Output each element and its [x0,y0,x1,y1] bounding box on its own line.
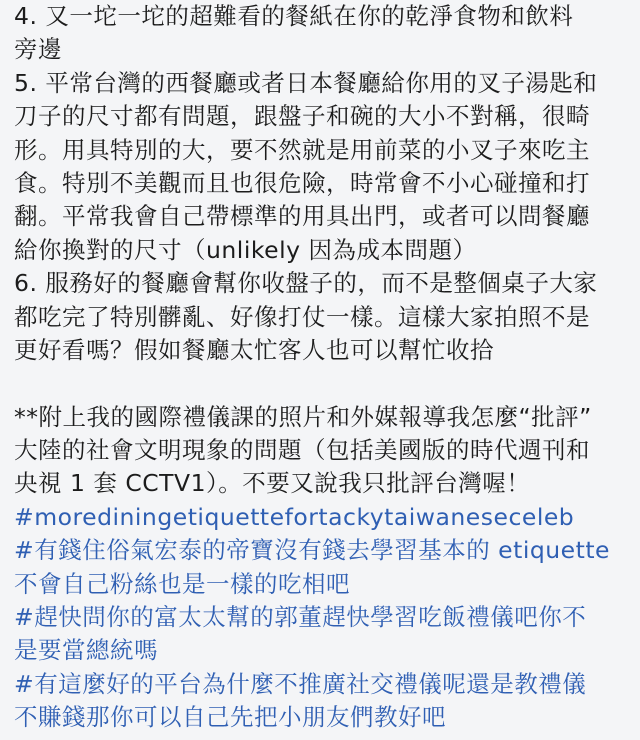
post-text-line: 央視 1 套 CCTV1）。不要又說我只批評台灣喔！ [14,469,531,498]
post-text-line: 大陸的社會文明現象的問題（包括美國版的時代週刊和 [14,436,590,465]
post-text-line: 旁邊 [14,35,62,64]
post-text-line: 更好看嗎？假如餐廳太忙客人也可以幫忙收拾 [14,335,494,364]
post-text-line: **附上我的國際禮儀課的照片和外媒報導我怎麼“批評” [14,402,592,431]
post-text-line: 翻。平常我會自己帶標準的用具出門，或者可以問餐廳 [14,202,590,231]
hashtag-link-continued[interactable]: 是要當總統嗎 [14,636,158,665]
post-text-line: 給你換對的尺寸（unlikely 因為成本問題） [14,235,477,264]
paragraph-gap [14,367,634,400]
post-body [14,0,634,735]
post-text-line: 刀子的尺寸都有問題，跟盤子和碗的大小不對稱，很畸 [14,102,590,131]
hashtag-link[interactable]: #morediningetiquettefortackytaiwaneseceleb [14,502,575,531]
post-text-line: 都吃完了特別髒亂、好像打仗一樣。這樣大家拍照不是 [14,302,590,331]
hashtag-link[interactable]: #有這麼好的平台為什麼不推廣社交禮儀呢還是教禮儀 [14,669,587,698]
hashtag-link[interactable]: #趕快問你的富太太幫的郭董趕快學習吃飯禮儀吧你不 [14,603,587,632]
hashtag-link-continued[interactable]: 不會自己粉絲也是一樣的吃相吧 [14,569,350,598]
post-text-line: 形。用具特別的大，要不然就是用前菜的小叉子來吃主 [14,135,590,164]
post-text-line: 4. 又一坨一坨的超難看的餐紙在你的乾淨食物和飲料 [14,2,574,30]
post-text-line: 6. 服務好的餐廳會幫你收盤子的，而不是整個桌子大家 [14,269,598,298]
hashtag-link[interactable]: #有錢住俗氣宏泰的帝寶沒有錢去學習基本的 etiquette [14,536,611,565]
post-text-line: 食。特別不美觀而且也很危險，時常會不小心碰撞和打 [14,168,590,197]
post-text-line: 5. 平常台灣的西餐廳或者日本餐廳給你用的叉子湯匙和 [14,68,598,97]
hashtag-link-continued[interactable]: 不賺錢那你可以自己先把小朋友們教好吧 [14,703,446,732]
